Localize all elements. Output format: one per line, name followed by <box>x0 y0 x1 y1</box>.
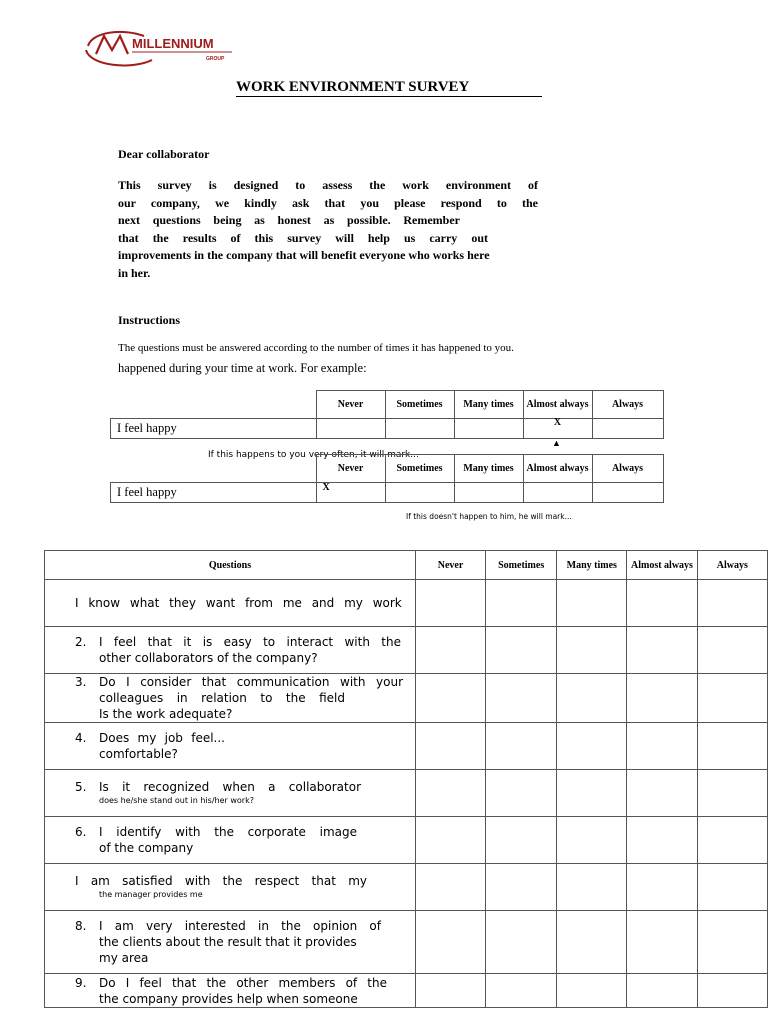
answer-almost-always[interactable] <box>627 580 697 627</box>
question-text: comfortable? <box>99 747 178 761</box>
answer-many-times[interactable] <box>557 770 627 817</box>
answer-many-times[interactable] <box>557 580 627 627</box>
intro-line: in her. <box>118 265 151 280</box>
answer-always[interactable] <box>697 627 767 674</box>
answer-never[interactable] <box>416 723 486 770</box>
col-always: Always <box>592 391 663 419</box>
answer-never[interactable] <box>416 911 486 974</box>
answer-sometimes[interactable] <box>486 864 557 911</box>
answer-many-times[interactable] <box>557 627 627 674</box>
question-text: my area <box>99 951 149 965</box>
question-text: I am satisfied with the respect that my <box>75 874 367 888</box>
answer-almost-always[interactable] <box>627 911 697 974</box>
answer-sometimes[interactable] <box>486 911 557 974</box>
question-text: Do I consider that communication with your <box>99 675 403 689</box>
answer-always[interactable] <box>697 674 767 723</box>
intro-paragraph <box>118 177 538 283</box>
instructions-text-2: happened during your time at work. For example: <box>118 361 367 375</box>
answer-sometimes[interactable] <box>486 627 557 674</box>
question-text: the manager provides me <box>99 890 203 899</box>
col-many-times: Many times <box>454 391 523 419</box>
question-text: I identify with the corporate image <box>99 825 357 839</box>
answer-always[interactable] <box>697 770 767 817</box>
question-text: the clients about the result that it provides <box>99 935 357 949</box>
company-logo <box>82 26 242 72</box>
question-text: Is the work adequate? <box>99 707 233 721</box>
question-row <box>45 770 768 817</box>
question-number: 9. <box>75 975 87 990</box>
salutation: Dear collaborator <box>118 147 210 161</box>
answer-never[interactable] <box>416 674 486 723</box>
questions-header: Questions <box>45 551 416 580</box>
answer-never[interactable] <box>416 627 486 674</box>
answer-sometimes[interactable] <box>486 723 557 770</box>
question-text: Do I feel that the other members of the <box>99 975 387 990</box>
answer-almost-always[interactable] <box>627 817 697 864</box>
example-row-label: I feel happy <box>111 419 317 439</box>
header-always: Always <box>697 551 767 580</box>
col-many-times: Many times <box>454 455 523 483</box>
answer-many-times[interactable] <box>557 974 627 1008</box>
question-text: of the company <box>99 841 194 855</box>
header-sometimes: Sometimes <box>486 551 557 580</box>
question-number: 3. <box>75 675 87 689</box>
question-text: Does my job feel... <box>99 731 225 745</box>
arrow-up-icon: ▲ <box>552 438 561 448</box>
col-almost-always: Almost always <box>523 455 592 483</box>
answer-sometimes[interactable] <box>486 674 557 723</box>
question-text: Is it recognized when a collaborator <box>99 780 361 794</box>
answer-almost-always[interactable] <box>627 974 697 1008</box>
answer-never[interactable] <box>416 974 486 1008</box>
answer-sometimes[interactable] <box>486 770 557 817</box>
question-number: 2. <box>75 635 87 649</box>
col-always: Always <box>592 455 663 483</box>
header-many-times: Many times <box>557 551 627 580</box>
example-mark-never: X <box>316 483 385 503</box>
answer-many-times[interactable] <box>557 817 627 864</box>
intro-line: This survey is designed to assess the work environment of <box>118 178 538 192</box>
question-row <box>45 627 768 674</box>
question-number: 6. <box>75 825 87 839</box>
question-text: does he/she stand out in his/her work? <box>99 796 254 805</box>
question-text: I am very interested in the opinion of <box>99 919 381 933</box>
answer-almost-always[interactable] <box>627 723 697 770</box>
example-mark-almost-always: X <box>523 419 592 439</box>
question-row <box>45 674 768 723</box>
survey-table <box>44 550 768 1008</box>
question-text: the company provides help when someone <box>99 991 358 1006</box>
question-text: I feel that it is easy to interact with the <box>99 635 401 649</box>
col-never: Never <box>316 391 385 419</box>
answer-never[interactable] <box>416 817 486 864</box>
answer-sometimes[interactable] <box>486 817 557 864</box>
answer-always[interactable] <box>697 864 767 911</box>
question-row <box>45 723 768 770</box>
question-number: 4. <box>75 731 87 745</box>
header-almost-always: Almost always <box>627 551 697 580</box>
logo-subtext: GROUP <box>206 56 225 62</box>
answer-many-times[interactable] <box>557 911 627 974</box>
question-row <box>45 580 768 627</box>
answer-always[interactable] <box>697 580 767 627</box>
intro-line: that the results of this survey will help us carry out <box>118 230 488 245</box>
question-row <box>45 911 768 974</box>
answer-always[interactable] <box>697 974 767 1008</box>
instructions-heading: Instructions <box>118 313 181 327</box>
col-sometimes: Sometimes <box>385 391 454 419</box>
question-row <box>45 817 768 864</box>
example-note-2: If this doesn't happen to him, he will mark... <box>406 512 572 521</box>
example-row-label: I feel happy <box>111 483 317 503</box>
question-text: I know what they want from me and my work <box>75 596 402 610</box>
question-row <box>45 864 768 911</box>
logo-text: MILLENNIUM <box>132 36 214 51</box>
intro-line: our company, we kindly ask that you please respond to the <box>118 195 538 210</box>
col-sometimes: Sometimes <box>385 455 454 483</box>
answer-many-times[interactable] <box>557 864 627 911</box>
question-row <box>45 974 768 1008</box>
col-never: Never <box>316 455 385 483</box>
answer-never[interactable] <box>416 770 486 817</box>
answer-always[interactable] <box>697 911 767 974</box>
answer-almost-always[interactable] <box>627 864 697 911</box>
instructions-text: The questions must be answered according to the number of times it has happened to you. <box>118 342 514 354</box>
example-table-1 <box>110 390 664 439</box>
example-table-2 <box>110 454 664 503</box>
answer-many-times[interactable] <box>557 723 627 770</box>
answer-almost-always[interactable] <box>627 674 697 723</box>
answer-never[interactable] <box>416 864 486 911</box>
answer-always[interactable] <box>697 817 767 864</box>
answer-sometimes[interactable] <box>486 580 557 627</box>
question-number: 5. <box>75 780 87 794</box>
col-almost-always: Almost always <box>523 391 592 419</box>
question-number: 8. <box>75 919 87 933</box>
answer-many-times[interactable] <box>557 674 627 723</box>
answer-almost-always[interactable] <box>627 627 697 674</box>
page-title: WORK ENVIRONMENT SURVEY <box>236 78 542 97</box>
question-text: other collaborators of the company? <box>99 651 318 665</box>
intro-line: next questions being as honest as possible. Remember <box>118 213 460 228</box>
answer-almost-always[interactable] <box>627 770 697 817</box>
answer-always[interactable] <box>697 723 767 770</box>
intro-line: improvements in the company that will benefit everyone who works here <box>118 248 490 263</box>
header-never: Never <box>416 551 486 580</box>
answer-sometimes[interactable] <box>486 974 557 1008</box>
answer-never[interactable] <box>416 580 486 627</box>
question-text: colleagues in relation to the field <box>99 691 345 705</box>
example-note-1: If this happens to you very often, it will mark... <box>208 450 419 460</box>
